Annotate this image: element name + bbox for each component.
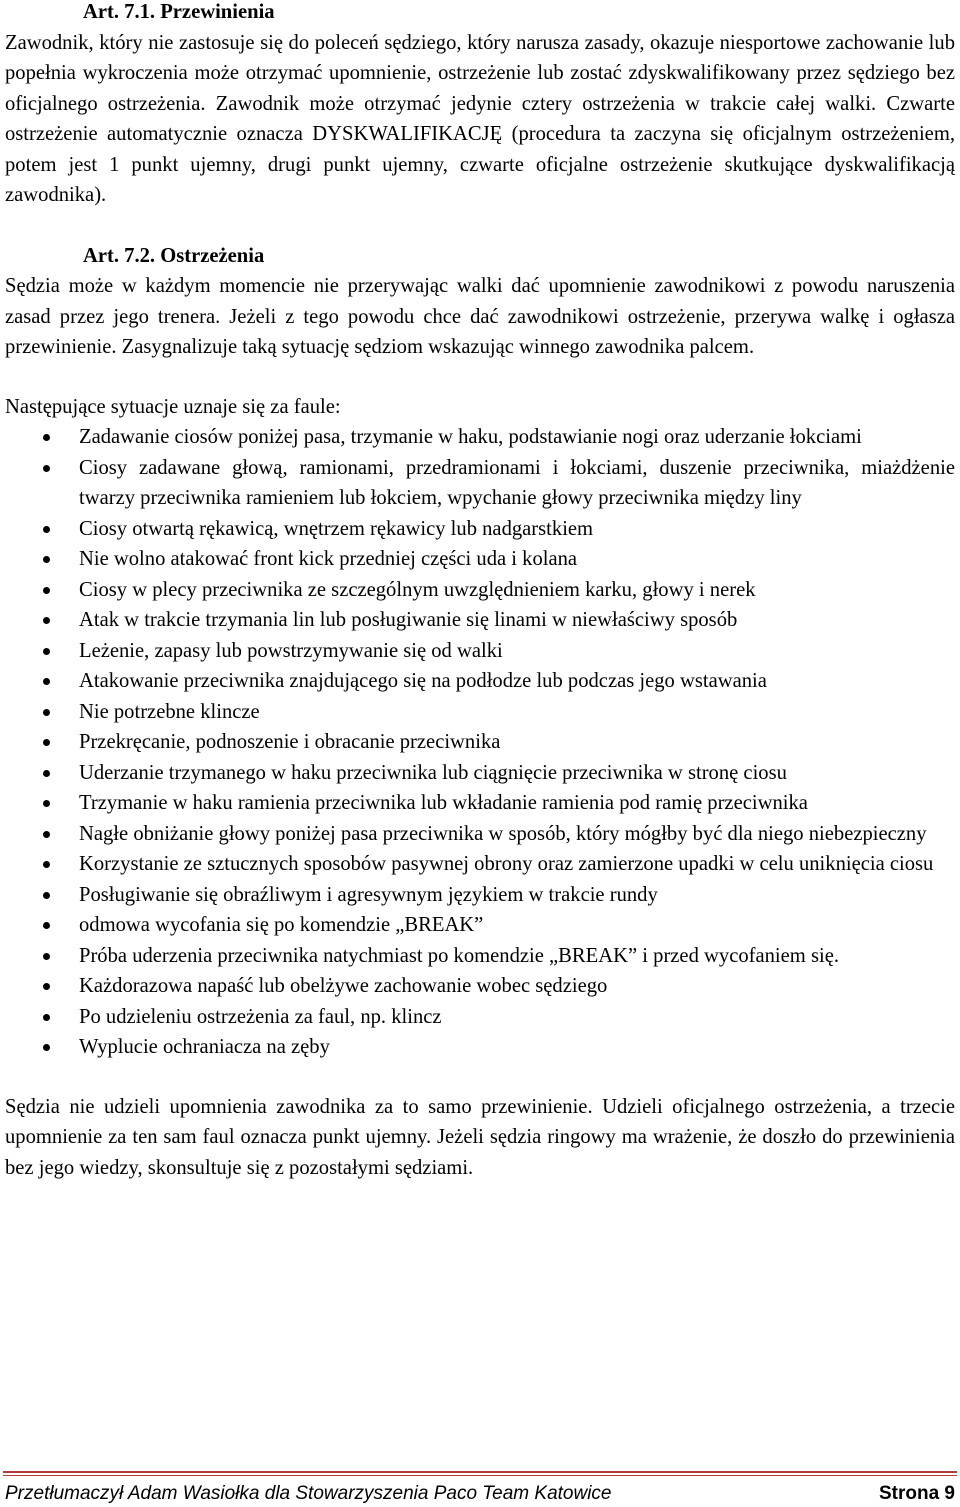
list-item bbox=[5, 971, 955, 1002]
list-item bbox=[5, 1032, 955, 1063]
list-item-text: Nagłe obniżanie głowy poniżej pasa przeciwnika w sposób, który mógłby być dla niego niebezpieczny bbox=[79, 822, 927, 845]
list-item bbox=[5, 697, 955, 728]
bullet-icon bbox=[43, 709, 50, 716]
list-item-text: Posługiwanie się obraźliwym i agresywnym językiem w trakcie rundy bbox=[79, 883, 658, 906]
list-item-text: Wyplucie ochraniacza na zęby bbox=[79, 1036, 330, 1058]
document-page bbox=[5, 0, 955, 1183]
list-item bbox=[5, 849, 955, 880]
article-7-2-heading: Art. 7.2. Ostrzeżenia bbox=[83, 244, 265, 267]
list-item-text: Ciosy otwartą rękawicą, wnętrzem rękawicy lub nadgarstkiem bbox=[79, 517, 594, 540]
list-item bbox=[5, 727, 955, 758]
footer-divider bbox=[3, 1471, 957, 1473]
list-item bbox=[5, 941, 955, 972]
list-item bbox=[5, 819, 955, 850]
list-item bbox=[5, 666, 955, 697]
bullet-icon bbox=[43, 739, 50, 746]
list-item bbox=[5, 422, 955, 453]
list-item-text: Próba uderzenia przeciwnika natychmiast po komendzie „BREAK” i przed wycofaniem się. bbox=[79, 944, 839, 967]
list-item-text: Każdorazowa napaść lub obelżywe zachowanie wobec sędziego bbox=[79, 975, 608, 997]
list-item-text: Nie wolno atakować front kick przedniej części uda i kolana bbox=[79, 548, 578, 570]
bullet-icon bbox=[43, 770, 50, 777]
list-item bbox=[5, 636, 955, 667]
bullet-icon bbox=[43, 831, 50, 838]
list-item bbox=[5, 910, 955, 941]
list-item-text: Atakowanie przeciwnika znajdującego się na podłodze lub podczas jego wstawania bbox=[79, 670, 767, 692]
list-item-text: Leżenie, zapasy lub powstrzymywanie się od walki bbox=[79, 639, 503, 662]
article-7-1-heading: Art. 7.1. Przewinienia bbox=[83, 1, 275, 23]
bullet-icon bbox=[43, 648, 50, 655]
list-item-text: Przekręcanie, podnoszenie i obracanie przeciwnika bbox=[79, 731, 501, 753]
list-item-text: Trzymanie w haku ramienia przeciwnika lub wkładanie ramienia pod ramię przeciwnika bbox=[79, 792, 808, 814]
bullet-icon bbox=[43, 953, 50, 960]
list-item-text: Korzystanie ze sztucznych sposobów pasywnej obrony oraz zamierzone upadki w celu uniknięcia ciosu bbox=[79, 853, 934, 875]
bullet-icon bbox=[43, 434, 50, 441]
footer-credit: Przetłumaczył Adam Wasiołka dla Stowarzyszenia Paco Team Katowice bbox=[5, 1483, 612, 1504]
bullet-icon bbox=[43, 526, 50, 533]
bullet-icon bbox=[43, 1044, 50, 1051]
bullet-icon bbox=[43, 983, 50, 990]
bullet-icon bbox=[43, 617, 50, 624]
list-item bbox=[5, 880, 955, 911]
list-item-text: Po udzieleniu ostrzeżenia za faul, np. klincz bbox=[79, 1005, 442, 1028]
list-item-text: Uderzanie trzymanego w haku przeciwnika lub ciągnięcie przeciwnika w stronę ciosu bbox=[79, 761, 787, 784]
list-item-text: Zadawanie ciosów poniżej pasa, trzymanie w haku, podstawianie nogi oraz uderzanie łokciami bbox=[79, 426, 862, 448]
bullet-icon bbox=[43, 678, 50, 685]
bullet-icon bbox=[43, 892, 50, 899]
bullet-icon bbox=[43, 922, 50, 929]
list-item bbox=[5, 788, 955, 819]
list-item bbox=[5, 453, 955, 514]
closing-paragraph: Sędzia nie udzieli upomnienia zawodnika za to samo przewinienie. Udzieli oficjalnego ostrzeżenia, a trzecie upomnienie za ten sam faul oznacza punkt ujemny. Jeżeli sędzia ringowy ma wrażenie, że doszło do przewinienia bez jego wiedzy, skonsultuje się z pozostałymi sędziami. bbox=[5, 1095, 955, 1179]
page-number: Strona 9 bbox=[878, 1483, 955, 1504]
bullet-icon bbox=[43, 587, 50, 594]
list-item-text: Atak w trakcie trzymania lin lub posługiwanie się linami w niewłaściwy sposób bbox=[79, 609, 738, 631]
list-item-text: Nie potrzebne klincze bbox=[79, 700, 260, 723]
fouls-intro: Następujące sytuacje uznaje się za faule: bbox=[5, 395, 341, 418]
page-footer bbox=[5, 1482, 955, 1506]
list-item-text: odmowa wycofania się po komendzie „BREAK” bbox=[79, 914, 484, 936]
bullet-icon bbox=[43, 861, 50, 868]
list-item bbox=[5, 1002, 955, 1033]
fouls-list bbox=[5, 422, 955, 1063]
list-item bbox=[5, 575, 955, 606]
bullet-icon bbox=[43, 556, 50, 563]
list-item-text: Ciosy w plecy przeciwnika ze szczególnym uwzględnieniem karku, głowy i nerek bbox=[79, 578, 756, 601]
bullet-icon bbox=[43, 465, 50, 472]
footer-divider-thin bbox=[3, 1475, 957, 1476]
article-7-2-paragraph: Sędzia może w każdym momencie nie przerywając walki dać upomnienie zawodnikowi z powodu naruszenia zasad przez jego trenera. Jeżeli z tego powodu chce dać zawodnikowi ostrzeżenie, przerywa walkę i ogłasza przewinienie. Zasygnalizuje taką sytuację sędziom wskazując winnego zawodnika palcem. bbox=[5, 275, 955, 358]
list-item bbox=[5, 544, 955, 575]
list-item bbox=[5, 758, 955, 789]
bullet-icon bbox=[43, 1014, 50, 1021]
bullet-icon bbox=[43, 800, 50, 807]
list-item bbox=[5, 514, 955, 545]
article-7-1-paragraph: Zawodnik, który nie zastosuje się do poleceń sędziego, który narusza zasady, okazuje niesportowe zachowanie lub popełnia wykroczenia może otrzymać upomnienie, ostrzeżenie lub zostać zdyskwalifikowany przez sędziego bez oficjalnego ostrzeżenia. Zawodnik może otrzymać jedynie cztery ostrzeżenia w trakcie całej walki. Czwarte ostrzeżenie automatycznie oznacza DYSKWALIFIKACJĘ (procedura ta zaczyna się oficjalnym ostrzeżeniem, potem jest 1 punkt ujemny, drugi punkt ujemny, czwarte oficjalne ostrzeżenie skutkujące dyskwalifikacją zawodnika). bbox=[5, 31, 955, 206]
list-item-text: Ciosy zadawane głową, ramionami, przedramionami i łokciami, duszenie przeciwnika, miażdżenie twarzy przeciwnika ramieniem lub łokciem, wpychanie głowy przeciwnika między liny bbox=[79, 456, 955, 509]
list-item bbox=[5, 605, 955, 636]
